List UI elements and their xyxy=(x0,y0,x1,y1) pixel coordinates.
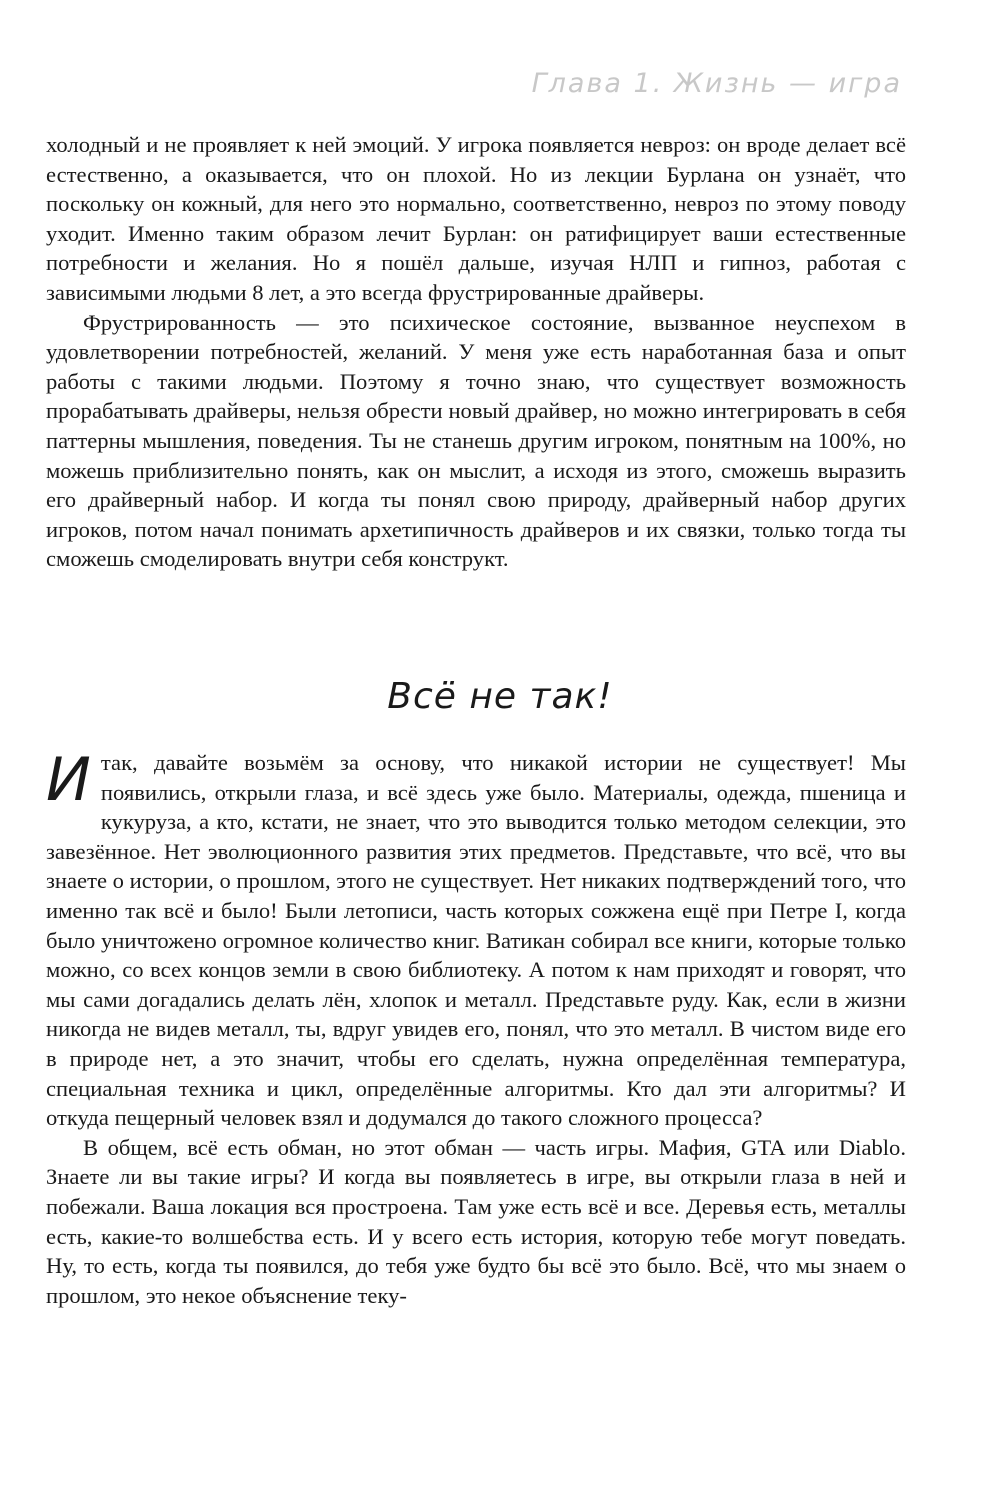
text-block-continued xyxy=(46,130,906,574)
running-header: Глава 1. Жизнь — игра xyxy=(531,68,902,99)
text-block-section xyxy=(46,745,906,1310)
paragraph: Фрустрированность — это психическое состояние, вызванное неуспехом в удовлетворении потребностей, желаний. У меня уже есть наработанная база и опыт работы с такими людьми. Поэтому я точно знаю, что существует возможность прорабатывать драйверы, нельзя обрести новый драйвер, но можно интегрировать в себя паттерны мышления, поведения. Ты не станешь другим игроком, понятным на 100%, но можешь приблизительно понять, как он мыслит, а исходя из этого, сможешь выразить его драйверный набор. И когда ты понял свою природу, драйверный набор других игроков, потом начал понимать архетипичность драйверов и их связки, только тогда ты сможешь смоделировать внутри себя конструкт. xyxy=(46,309,906,572)
paragraph-text: так, давайте возьмём за основу, что никакой истории не существует! Мы появились, открыли глаза, и всё здесь уже было. Материалы, одежда, пшеница и кукуруза, а кто, кстати, не знает, что это выводится только методом селекции, это завезённое. Нет эволюционного развития этих предметов. Представьте, что всё, что вы знаете о истории, о прошлом, этого не существует. Нет никаких подтверждений того, что именно так всё и было! Были летописи, часть которых сожжена ещё при Петре I, когда было уничтожено огромное количество книг. Ватикан собирал все книги, которые только можно, со всех концов земли в свою библиотеку. А потом к нам приходят и говорят, что мы сами догадались делать лён, хлопок и металл. Представьте руду. Как, если в жизни никогда не видев металл, ты, вдруг увидев его, понял, что это металл. В чистом виде его в природе нет, а это значит, чтобы его сделать, нужна определённая температура, специальная техника и цикл, определённые алгоритмы. Кто дал эти алгоритмы? И откуда пещерный человек взял и додумался до такого сложного процесса? xyxy=(46,750,906,1131)
dropcap-letter: И xyxy=(46,745,91,815)
paragraph-with-dropcap xyxy=(46,745,906,1133)
paragraph: В общем, всё есть обман, но этот обман — часть игры. Мафия, GTA или Diablo. Знаете ли вы такие игры? И когда вы появляетесь в игре, вы открыли глаза в ней и побежали. Ваша локация вся простроена. Там уже есть всё и все. Деревья есть, металлы есть, какие-то волшебства есть. И у всего есть история, которую тебе могут поведать. Ну, то есть, когда ты появился, до тебя уже будто бы всё это было. Всё, что мы знаем о прошлом, это некое объяснение теку- xyxy=(46,1134,906,1308)
paragraph: холодный и не проявляет к ней эмоций. У игрока появляется невроз: он вроде делает всё естественно, а оказывается, что он плохой. Но из лекции Бурлана он узнаёт, что поскольку он кожный, для него это нормально, соответственно, невроз по этому поводу уходит. Именно таким образом лечит Бурлан: он ратифицирует ваши естественные потребности и желания. Но я пошёл дальше, изучая НЛП и гипноз, работая с зависимыми людьми 8 лет, а это всегда фрустрированные драйверы. xyxy=(46,132,906,305)
section-title: Всё не так! xyxy=(387,676,613,717)
